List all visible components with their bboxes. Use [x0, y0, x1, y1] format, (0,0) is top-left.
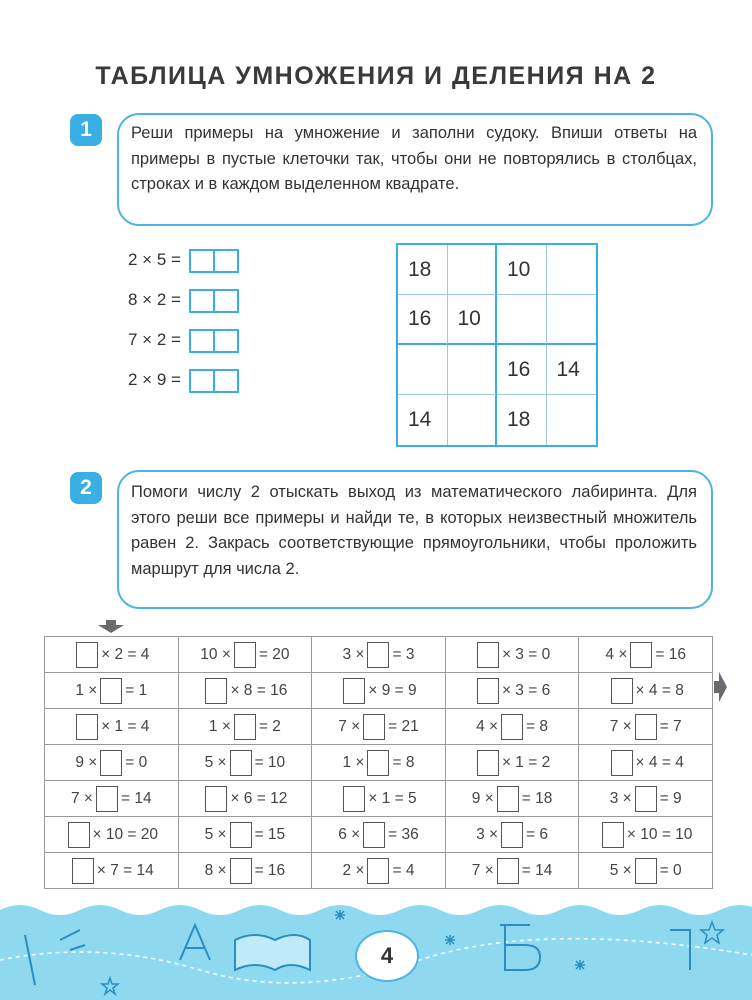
maze-cell[interactable] — [45, 673, 179, 709]
unknown-factor-box[interactable] — [635, 786, 657, 812]
maze-cell-right: = 20 — [258, 645, 290, 663]
maze-cell-left: 9 × — [471, 789, 494, 807]
sudoku-cell: 10 — [497, 245, 547, 295]
unknown-factor-box[interactable] — [363, 714, 385, 740]
equation — [128, 288, 239, 312]
maze-cell-right: = 18 — [521, 789, 553, 807]
maze-cell-right: = 0 — [659, 861, 682, 879]
sudoku-cell[interactable] — [448, 245, 498, 295]
maze-cell[interactable] — [579, 853, 713, 889]
maze-cell-left: 6 × — [338, 825, 361, 843]
maze-cell-right: = 9 — [659, 789, 682, 807]
maze-cell[interactable] — [178, 637, 312, 673]
unknown-factor-box[interactable] — [497, 858, 519, 884]
maze-cell-left: 1 × — [75, 681, 98, 699]
maze-cell[interactable] — [178, 709, 312, 745]
maze-cell-left: 1 × — [342, 753, 365, 771]
unknown-factor-box[interactable] — [205, 678, 227, 704]
unknown-factor-box[interactable] — [497, 786, 519, 812]
unknown-factor-box[interactable] — [611, 750, 633, 776]
maze-cell[interactable] — [445, 781, 579, 817]
maze-cell-left: 7 × — [471, 861, 494, 879]
unknown-factor-box[interactable] — [343, 678, 365, 704]
maze-cell-left: 7 × — [338, 717, 361, 735]
sudoku-cell[interactable] — [448, 345, 498, 395]
maze-cell-left: 3 × — [342, 645, 365, 663]
maze-cell-right: = 14 — [521, 861, 553, 879]
maze-cell[interactable] — [178, 781, 312, 817]
maze-cell-right: × 9 = 9 — [368, 681, 417, 699]
maze-cell-left: 1 × — [208, 717, 231, 735]
unknown-factor-box[interactable] — [230, 750, 252, 776]
unknown-factor-box[interactable] — [635, 714, 657, 740]
maze-table — [44, 636, 713, 889]
maze-cell-right: × 7 = 14 — [96, 861, 154, 879]
unknown-factor-box[interactable] — [363, 822, 385, 848]
maze-cell-right: = 15 — [254, 825, 286, 843]
maze-cell-right: = 36 — [388, 825, 419, 843]
maze-cell[interactable] — [579, 673, 713, 709]
maze-cell[interactable] — [178, 745, 312, 781]
sudoku-cell: 14 — [398, 395, 448, 445]
maze-cell[interactable] — [45, 745, 179, 781]
maze-cell-right: × 4 = 8 — [635, 681, 684, 699]
maze-cell-right: × 1 = 2 — [501, 753, 551, 771]
maze-cell-left: 4 × — [605, 645, 628, 663]
sudoku-cell[interactable] — [547, 245, 597, 295]
task-number-badge: 1 — [70, 114, 102, 146]
maze-row — [45, 637, 713, 673]
unknown-factor-box[interactable] — [635, 858, 657, 884]
unknown-factor-box[interactable] — [234, 714, 256, 740]
maze-cell-right: × 6 = 12 — [230, 789, 288, 807]
sudoku-cell: 18 — [497, 395, 547, 445]
unknown-factor-box[interactable] — [72, 858, 94, 884]
maze-exit-arrow-icon — [714, 670, 728, 704]
equation — [128, 248, 239, 272]
unknown-factor-box[interactable] — [68, 822, 90, 848]
maze-cell-right: × 3 = 6 — [501, 681, 551, 699]
unknown-factor-box[interactable] — [477, 642, 499, 668]
sudoku-cell[interactable] — [398, 345, 448, 395]
equation-text: 2 × 5 = — [128, 250, 181, 269]
maze-cell[interactable] — [445, 817, 579, 853]
maze-cell-right: × 10 = 20 — [92, 825, 159, 843]
maze-cell-left: 8 × — [204, 861, 227, 879]
maze-cell[interactable] — [445, 709, 579, 745]
maze-cell-left: 3 × — [476, 825, 499, 843]
task2-instruction-text: Помоги числу 2 отыскать выход из математического лабиринта. Для этого реши все примеры и найди те, в которых неизвестный множитель равен 2. Закрась соответствующие прямоугольники, чтобы проложить маршрут для числа 2. — [131, 483, 697, 578]
maze-cell-left: 5 × — [204, 825, 227, 843]
sudoku-cell[interactable] — [547, 395, 597, 445]
sudoku-grid — [396, 243, 598, 447]
page-title: ТАБЛИЦА УМНОЖЕНИЯ И ДЕЛЕНИЯ НА 2 — [95, 62, 657, 90]
unknown-factor-box[interactable] — [501, 822, 523, 848]
answer-input-box[interactable] — [189, 369, 239, 393]
maze-cell[interactable] — [445, 673, 579, 709]
maze-cell[interactable] — [45, 781, 179, 817]
unknown-factor-box[interactable] — [205, 786, 227, 812]
maze-row — [45, 853, 713, 889]
maze-cell-right: = 3 — [392, 645, 415, 663]
sudoku-cell: 16 — [398, 295, 448, 345]
maze-cell[interactable] — [312, 781, 446, 817]
answer-input-box[interactable] — [189, 329, 239, 353]
unknown-factor-box[interactable] — [611, 678, 633, 704]
maze-row — [45, 745, 713, 781]
maze-cell-right: = 16 — [655, 645, 686, 663]
answer-input-box[interactable] — [189, 249, 239, 273]
unknown-factor-box[interactable] — [234, 642, 256, 668]
maze-row — [45, 673, 713, 709]
maze-cell[interactable] — [178, 673, 312, 709]
maze-cell[interactable] — [312, 745, 446, 781]
maze-cell[interactable] — [45, 853, 179, 889]
maze-cell-left: 4 × — [476, 717, 499, 735]
maze-cell-left: 3 × — [609, 789, 632, 807]
maze-cell[interactable] — [312, 673, 446, 709]
unknown-factor-box[interactable] — [76, 642, 98, 668]
maze-cell[interactable] — [45, 637, 179, 673]
unknown-factor-box[interactable] — [367, 858, 389, 884]
unknown-factor-box[interactable] — [477, 678, 499, 704]
unknown-factor-box[interactable] — [100, 678, 122, 704]
sudoku-cell: 10 — [448, 295, 498, 345]
unknown-factor-box[interactable] — [96, 786, 118, 812]
maze-cell-right: × 4 = 4 — [635, 753, 684, 771]
maze-cell[interactable] — [178, 817, 312, 853]
maze-cell[interactable] — [45, 709, 179, 745]
maze-cell-right: = 8 — [392, 753, 415, 771]
maze-cell-right: = 21 — [388, 717, 419, 735]
equation-text: 2 × 9 = — [128, 370, 181, 389]
equation — [128, 368, 239, 392]
sudoku-cell: 18 — [398, 245, 448, 295]
sudoku-cell[interactable] — [448, 395, 498, 445]
maze-cell[interactable] — [579, 709, 713, 745]
maze-cell-right: = 14 — [120, 789, 152, 807]
maze-cell-right: = 4 — [392, 861, 415, 879]
task1-instruction-text: Реши примеры на умножение и заполни судоку. Впиши ответы на примеры в пустые клеточки так, чтобы они не повторялись в столбцах, строках и в каждом выделенном квадрате. — [131, 124, 697, 193]
maze-cell-left: 7 × — [71, 789, 93, 807]
maze-cell-left: 2 × — [342, 861, 365, 879]
equation-text: 7 × 2 = — [128, 330, 181, 349]
maze-cell-left: 9 × — [75, 753, 98, 771]
maze-cell-right: = 16 — [254, 861, 286, 879]
unknown-factor-box[interactable] — [76, 714, 98, 740]
sudoku-cell: 16 — [497, 345, 547, 395]
maze-cell-left: 7 × — [609, 717, 632, 735]
maze-cell[interactable] — [312, 637, 446, 673]
sudoku-cell[interactable] — [497, 295, 547, 345]
maze-cell[interactable] — [178, 853, 312, 889]
maze-row — [45, 817, 713, 853]
maze-cell[interactable] — [445, 745, 579, 781]
maze-cell[interactable] — [579, 817, 713, 853]
equation-text: 8 × 2 = — [128, 290, 181, 309]
maze-cell[interactable] — [45, 817, 179, 853]
unknown-factor-box[interactable] — [100, 750, 122, 776]
unknown-factor-box[interactable] — [477, 750, 499, 776]
maze-row — [45, 781, 713, 817]
unknown-factor-box[interactable] — [367, 750, 389, 776]
maze-cell-right: × 1 = 5 — [368, 789, 417, 807]
maze-cell-right: = 7 — [659, 717, 682, 735]
sudoku-cell[interactable] — [547, 295, 597, 345]
maze-cell-right: = 8 — [526, 717, 549, 735]
maze-cell[interactable] — [312, 817, 446, 853]
maze-cell-right: × 3 = 0 — [501, 645, 551, 663]
answer-input-box[interactable] — [189, 289, 239, 313]
maze-cell[interactable] — [312, 853, 446, 889]
maze-cell[interactable] — [579, 781, 713, 817]
maze-cell-right: × 2 = 4 — [101, 645, 150, 663]
sudoku-cell: 14 — [547, 345, 597, 395]
maze-cell[interactable] — [579, 745, 713, 781]
unknown-factor-box[interactable] — [367, 642, 389, 668]
task1-instruction-box — [117, 113, 713, 226]
equation — [128, 328, 239, 352]
unknown-factor-box[interactable] — [630, 642, 652, 668]
unknown-factor-box[interactable] — [602, 822, 624, 848]
maze-cell-right: × 8 = 16 — [230, 681, 288, 699]
unknown-factor-box[interactable] — [501, 714, 523, 740]
maze-cell[interactable] — [579, 637, 713, 673]
maze-cell-right: = 0 — [125, 753, 148, 771]
maze-row — [45, 709, 713, 745]
maze-cell-right: = 10 — [254, 753, 286, 771]
page-number: 4 — [355, 930, 419, 982]
maze-cell-right: × 1 = 4 — [101, 717, 150, 735]
maze-cell[interactable] — [445, 853, 579, 889]
unknown-factor-box[interactable] — [230, 858, 252, 884]
unknown-factor-box[interactable] — [230, 822, 252, 848]
maze-cell-left: 10 × — [200, 645, 231, 663]
task2-instruction-box — [117, 470, 713, 609]
maze-cell[interactable] — [312, 709, 446, 745]
maze-cell-left: 5 × — [204, 753, 227, 771]
maze-cell-left: 5 × — [609, 861, 632, 879]
unknown-factor-box[interactable] — [343, 786, 365, 812]
maze-cell-right: × 10 = 10 — [626, 825, 693, 843]
task-number-badge: 2 — [70, 472, 102, 504]
maze-cell-right: = 1 — [125, 681, 148, 699]
maze-cell-right: = 6 — [526, 825, 549, 843]
maze-cell-right: = 2 — [258, 717, 281, 735]
maze-entry-arrow-icon — [96, 620, 126, 634]
maze-cell[interactable] — [445, 637, 579, 673]
